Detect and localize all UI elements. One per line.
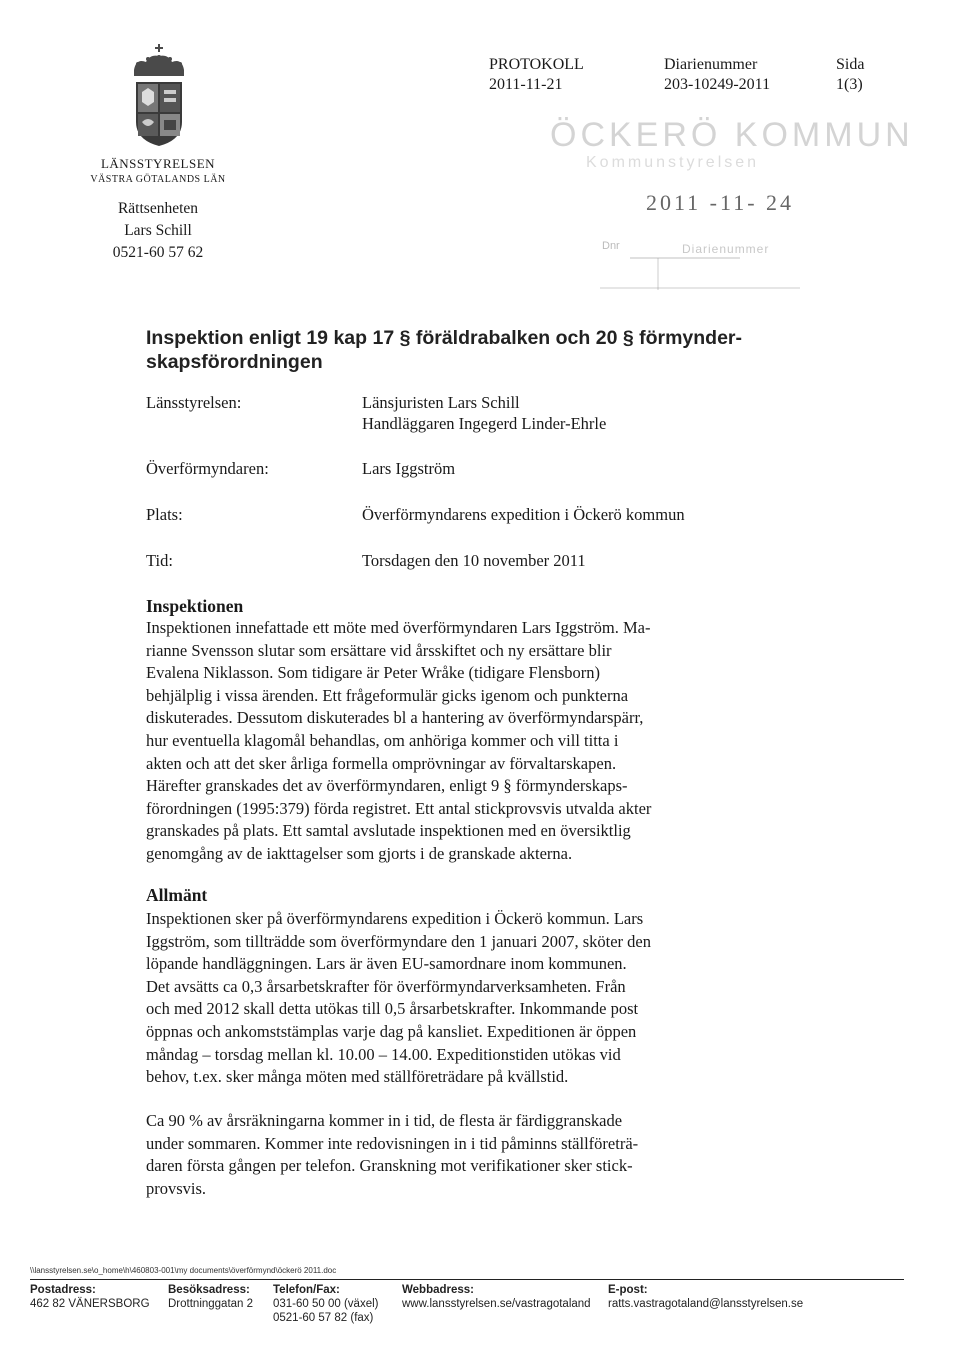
org-region: VÄSTRA GÖTALANDS LÄN [90,174,226,185]
paragraph-line: förordningen (1995:379) förda registret. Ett antal stickprovsvis utvalda akter [146,798,652,818]
paragraph-line: akten och att det sker årliga formella omprövningar av förvaltarskapen. [146,753,617,773]
paragraph-line: Ca 90 % av årsräkningarna kommer in i tid, de flesta är färdiggranskade [146,1111,623,1130]
tel-label: Telefon/Fax: [273,1284,340,1296]
page-value: 1(3) [836,76,863,93]
paragraph-line: behjälplig i vissa ärenden. Ett frågeformulär gicks igenom och punkterna [146,685,629,705]
lansstyrelsen-value-1: Länsjuristen Lars Schill [362,393,520,412]
tel-value-2: 0521-60 57 82 (fax) [273,1312,374,1324]
paragraph-line: Iggström, som tillträdde som överförmyndare den 1 januari 2007, sköter den [146,931,651,951]
section-heading-inspektionen: Inspektionen [146,596,244,616]
paragraph-line: Evalena Niklasson. Som tidigare är Peter Wråke (tidigare Flensborn) [146,663,601,683]
footer-email [608,1283,803,1311]
footer-visit [168,1283,253,1311]
stamp-dnr-label: Diarienummer [682,242,770,256]
paragraph-line: behov, t.ex. sker många möten med ställföreträdare på kvällstid. [146,1067,569,1087]
page-label: Sida [836,56,865,73]
footer-divider [30,1279,904,1280]
section-body-inspektionen [146,617,786,866]
plats-label: Plats: [146,505,183,524]
doc-date: 2011-11-21 [489,76,563,93]
coat-of-arms-logo [128,44,188,148]
stamp-line1: ÖCKERÖ KOMMUN [550,116,914,154]
tel-value-1: 031-60 50 00 (växel) [273,1298,379,1310]
overformyndare-value: Lars Iggström [362,459,456,478]
footer-post [30,1283,150,1311]
email-label: E-post: [608,1284,648,1296]
section-body-arsrakningar [146,1110,786,1200]
visit-label: Besöksadress: [168,1284,250,1296]
lansstyrelsen-value-2: Handläggaren Ingegerd Linder-Ehrle [362,414,607,433]
stamp-line2: Kommunstyrelsen [586,154,760,171]
section-heading-allmant: Allmänt [146,885,208,905]
received-stamp [540,108,914,298]
paragraph-line: diskuterades. Dessutom diskuterades bl a hantering av överförmyndarspärr, [146,708,644,728]
contact-name: Lars Schill [124,222,192,239]
tid-label: Tid: [146,551,173,570]
stamp-dnr-prefix: Dnr [602,240,620,252]
paragraph-line: löpande handläggningen. Lars är även EU-samordnare inom kommunen. [146,954,627,974]
paragraph-line: provsvis. [146,1178,207,1198]
doc-type: PROTOKOLL [489,56,584,73]
web-link[interactable]: www.lansstyrelsen.se/vastragotaland [402,1298,591,1310]
paragraph-line: och med 2012 skall detta utökas till 0,5 årsarbetskrafter. Inkommande post [146,999,639,1019]
post-label: Postadress: [30,1284,96,1296]
paragraph-line: rianne Svensson slutar som ersättare vid årsskiftet och ny ersättare blir [146,640,612,660]
paragraph-line: öppnas och ankomststämplas varje dag på kansliet. Expeditionen är öppen [146,1021,637,1041]
lansstyrelsen-label: Länsstyrelsen: [146,393,242,412]
document-title: Inspektion enligt 19 kap 17 § föräldrabalken och 20 § förmynder-skapsförordningen [146,327,743,373]
paragraph-line: genomgång av de iakttagelser som gjorts i de granskade akterna. [146,843,573,863]
paragraph-line: hur eventuella klagomål behandlas, om anhöriga kommer och vill titta i [146,730,619,750]
paragraph-line: granskades på plats. Ett samtal avslutade inspektionen med en översiktlig [146,821,631,841]
paragraph-line: måndag – torsdag mellan kl. 10.00 – 14.00. Expeditionstiden utökas vid [146,1044,621,1064]
post-value: 462 82 VÄNERSBORG [30,1298,150,1310]
paragraph-line: daren första gången per telefon. Granskning mot verifikationer sker stick- [146,1156,633,1176]
unit-name: Rättsenheten [117,200,199,217]
footer-web [402,1283,591,1311]
organization-name [60,156,256,185]
dnr-label: Diarienummer [664,56,758,73]
email-link[interactable]: ratts.vastragotaland@lansstyrelsen.se [608,1298,804,1310]
tid-value: Torsdagen den 10 november 2011 [362,551,586,570]
org-name: LÄNSSTYRELSEN [100,156,216,171]
file-path: \\lansstyrelsen.se\o_home\h\460803-001\my documents\överförmynd\öckerö 2011.doc [30,1266,337,1275]
stamp-date: 2011 -11- 24 [646,190,795,215]
paragraph-line: Inspektionen sker på överförmyndarens expedition i Öckerö kommun. Lars [146,909,644,928]
visit-value: Drottninggatan 2 [168,1298,254,1310]
paragraph-line: Det avsätts ca 0,3 årsarbetskrafter för överförmyndarverksamheten. Från [146,976,626,996]
web-label: Webbadress: [402,1284,475,1296]
dnr-value: 203-10249-2011 [664,76,771,93]
paragraph-line: under sommaren. Kommer inte redovisningen in i tid påminns ställföreträ- [146,1133,639,1153]
paragraph-line: Inspektionen innefattade ett möte med överförmyndaren Lars Iggström. Ma- [146,618,651,637]
plats-value: Överförmyndarens expedition i Öckerö kommun [362,505,685,524]
sender-block [60,198,256,264]
contact-phone: 0521-60 57 62 [112,244,204,261]
paragraph-line: Härefter granskades det av överförmyndaren, enligt 9 § förmynderskaps- [146,776,628,796]
footer-phone [273,1283,378,1325]
section-body-allmant [146,908,786,1089]
overformyndare-label: Överförmyndaren: [146,459,269,478]
